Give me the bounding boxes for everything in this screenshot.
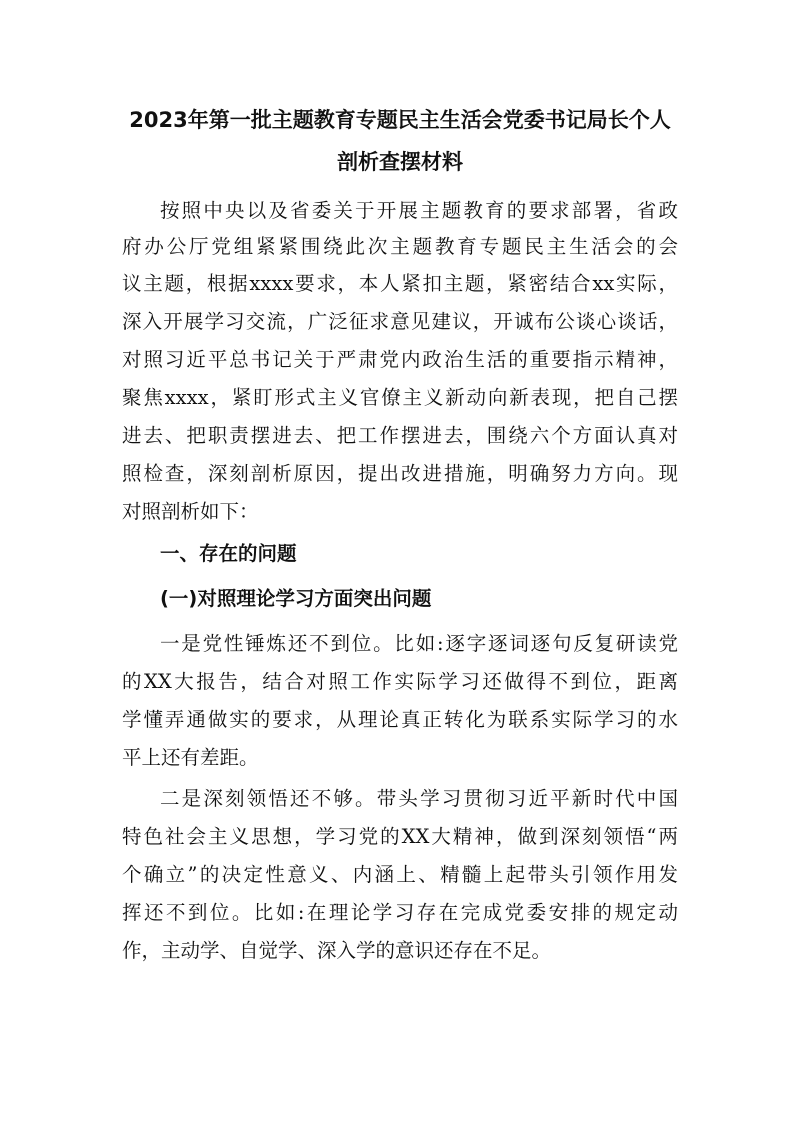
paragraph-line: 按照中央以及省委关于开展主题教育的要求部署，省政 xyxy=(160,199,678,222)
paragraph-line: 二是深刻领悟还不够。带头学习贯彻习近平新时代中国 xyxy=(160,787,678,810)
paragraph-line: 特色社会主义思想，学习党的XX大精神，做到深刻领悟“两 xyxy=(122,825,678,848)
paragraph-line: 进去、把职责摆进去、把工作摆进去，围绕六个方面认真对 xyxy=(122,424,678,447)
paragraph-line: 挥还不到位。比如:在理论学习存在完成党委安排的规定动 xyxy=(122,901,678,924)
paragraph-line: 对照剖析如下： xyxy=(122,500,259,523)
paragraph-line: 一是党性锤炼还不到位。比如:逐字逐词逐句反复研读党 xyxy=(160,632,678,655)
paragraph-line: 个确立”的决定性意义、内涵上、精髓上起带头引领作用发 xyxy=(122,863,678,886)
paragraph-line: 作，主动学、自觉学、深入学的意识还存在不足。 xyxy=(122,939,552,962)
paragraph-line: 深入开展学习交流，广泛征求意见建议，开诚布公谈心谈话， xyxy=(122,310,678,333)
paragraph-line: 学懂弄通做实的要求，从理论真正转化为联系实际学习的水 xyxy=(122,708,678,731)
paragraph-line: 府办公厅党组紧紧围绕此次主题教育专题民主生活会的会 xyxy=(122,235,678,258)
paragraph-line: 对照习近平总书记关于严肃党内政治生活的重要指示精神， xyxy=(122,348,678,371)
paragraph-line: 的XX大报告，结合对照工作实际学习还做得不到位，距离 xyxy=(122,670,678,693)
subsection-heading: (一)对照理论学习方面突出问题 xyxy=(160,587,432,610)
paragraph-line: 照检查，深刻剖析原因，提出改进措施，明确努力方向。现 xyxy=(122,462,678,485)
paragraph-line: 聚焦xxxx，紧盯形式主义官僚主义新动向新表现，把自己摆 xyxy=(122,386,678,409)
paragraph-line: 议主题，根据xxxx要求，本人紧扣主题，紧密结合xx实际， xyxy=(122,272,678,295)
paragraph-line: 平上还有差距。 xyxy=(122,746,259,769)
section-heading: 一、存在的问题 xyxy=(160,542,297,565)
document-title-line-2: 剖析查摆材料 xyxy=(337,150,463,174)
document-title-line-1: 2023年第一批主题教育专题民主生活会党委书记局长个人 xyxy=(129,108,671,132)
